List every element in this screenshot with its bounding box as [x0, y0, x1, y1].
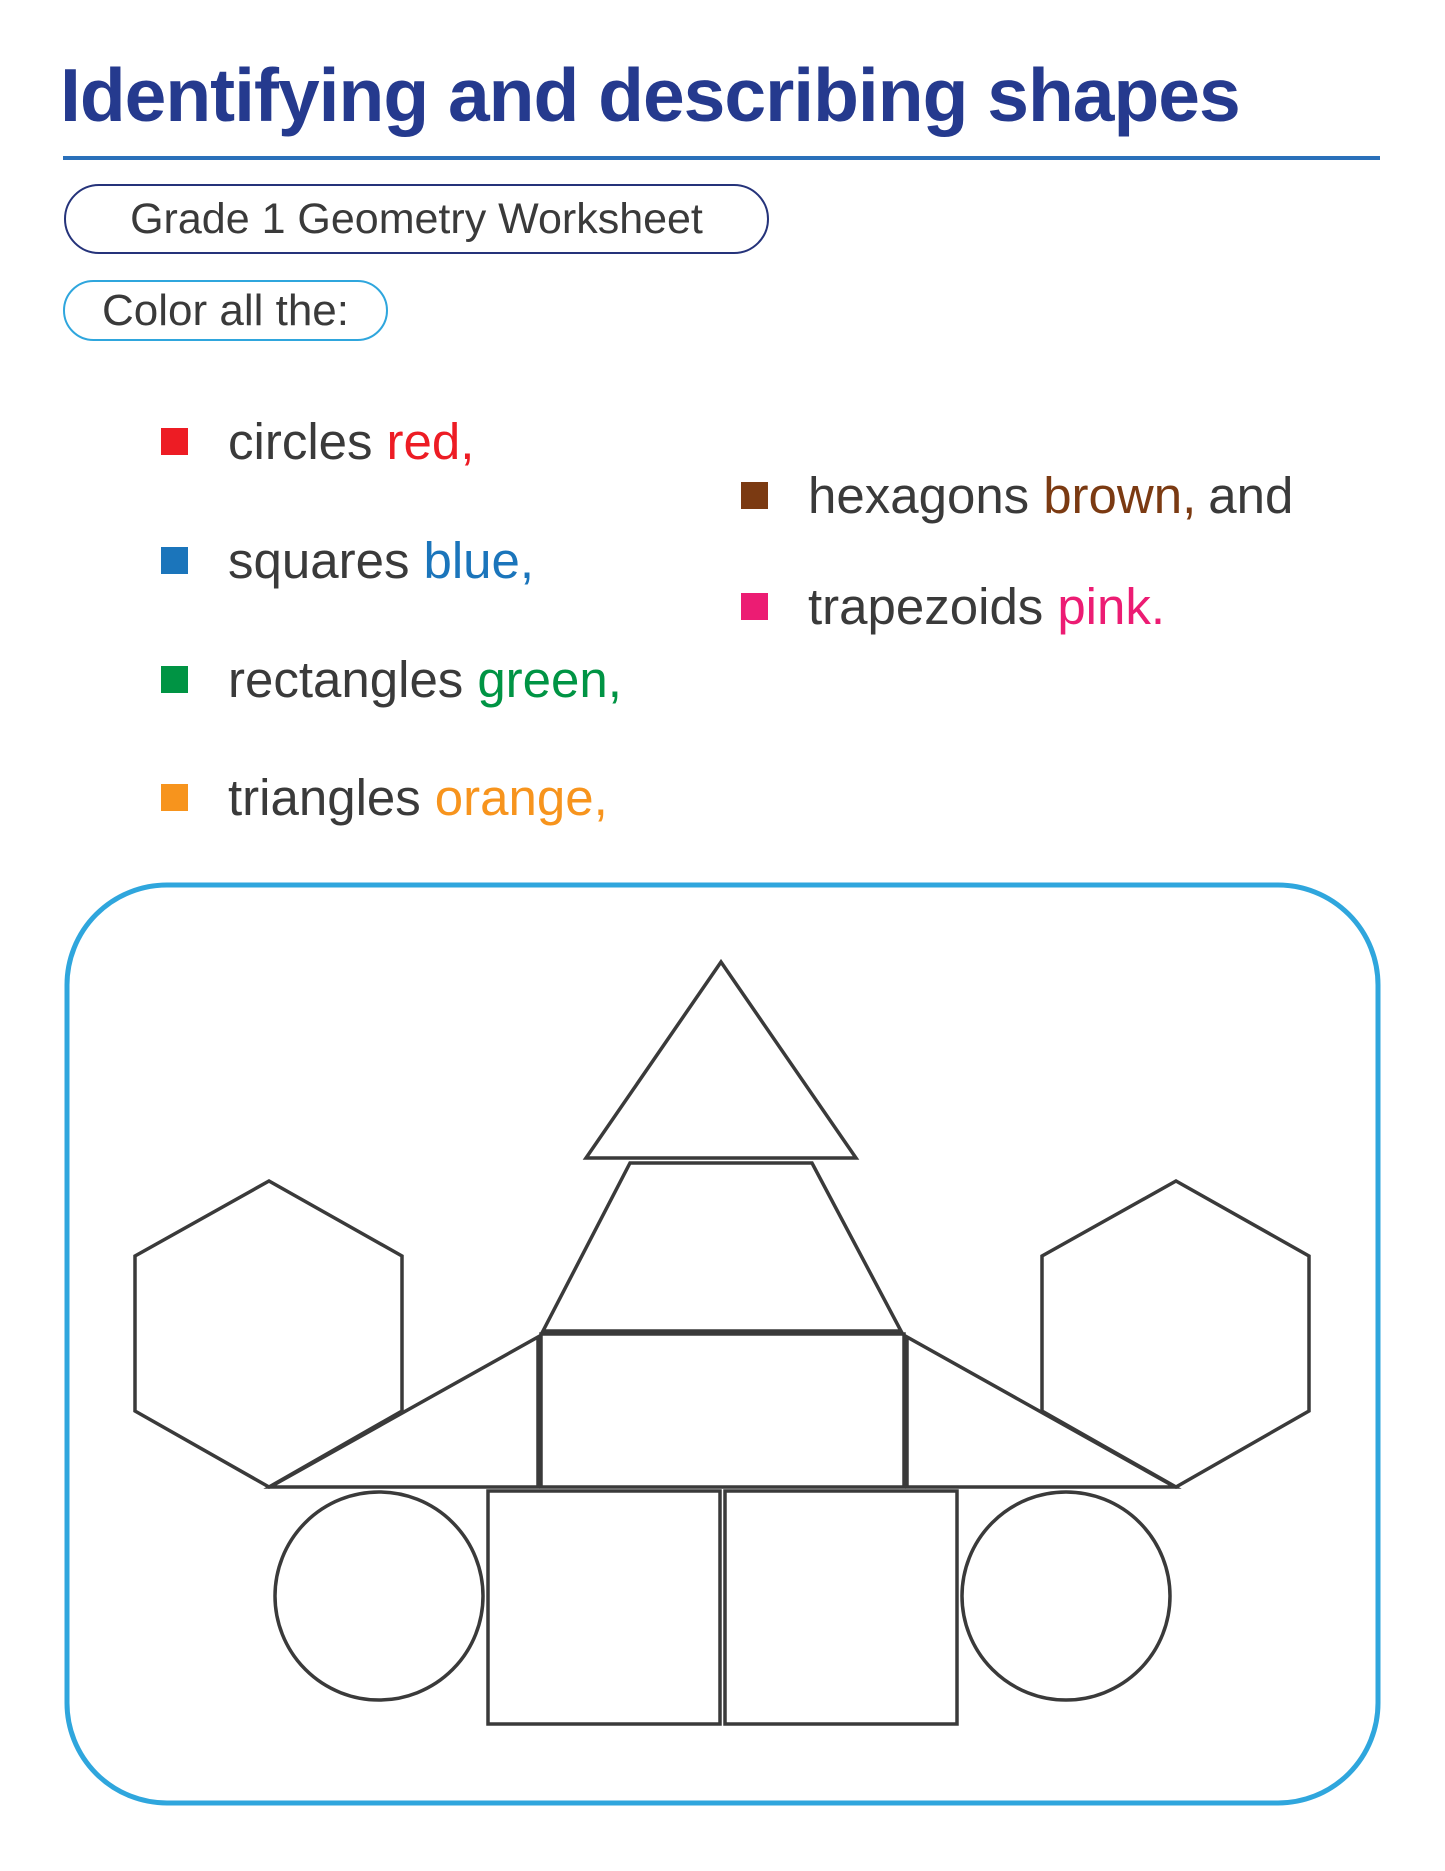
subtitle-text: Grade 1 Geometry Worksheet — [130, 194, 703, 243]
legend-color: blue, — [423, 532, 535, 589]
instruction-text: Color all the: — [101, 285, 349, 335]
legend-color: orange, — [434, 769, 608, 826]
legend-color: green, — [477, 651, 622, 708]
legend-shape: circles — [228, 413, 373, 470]
legend-shape: squares — [228, 532, 410, 589]
right-square[interactable] — [725, 1491, 957, 1724]
center-rectangle[interactable] — [541, 1334, 904, 1487]
right-hexagon[interactable] — [1042, 1181, 1309, 1487]
legend-shape: trapezoids — [808, 578, 1044, 635]
legend-color: red, — [386, 413, 475, 470]
right-circle[interactable] — [962, 1492, 1170, 1700]
left-square[interactable] — [488, 1491, 720, 1724]
left-circle[interactable] — [275, 1492, 483, 1700]
legend-color: brown, — [1043, 467, 1197, 524]
trapezoid[interactable] — [543, 1163, 901, 1331]
legend-shape: rectangles — [228, 651, 464, 708]
legend-color: pink. — [1057, 578, 1166, 635]
legend-conjunction: and — [1208, 467, 1294, 524]
page-title: Identifying and describing shapes — [60, 53, 1240, 137]
legend-shape: triangles — [228, 769, 421, 826]
left-hexagon[interactable] — [135, 1181, 402, 1487]
picture-frame — [67, 885, 1378, 1803]
legend-shape: hexagons — [808, 467, 1030, 524]
top-triangle[interactable] — [586, 962, 856, 1158]
